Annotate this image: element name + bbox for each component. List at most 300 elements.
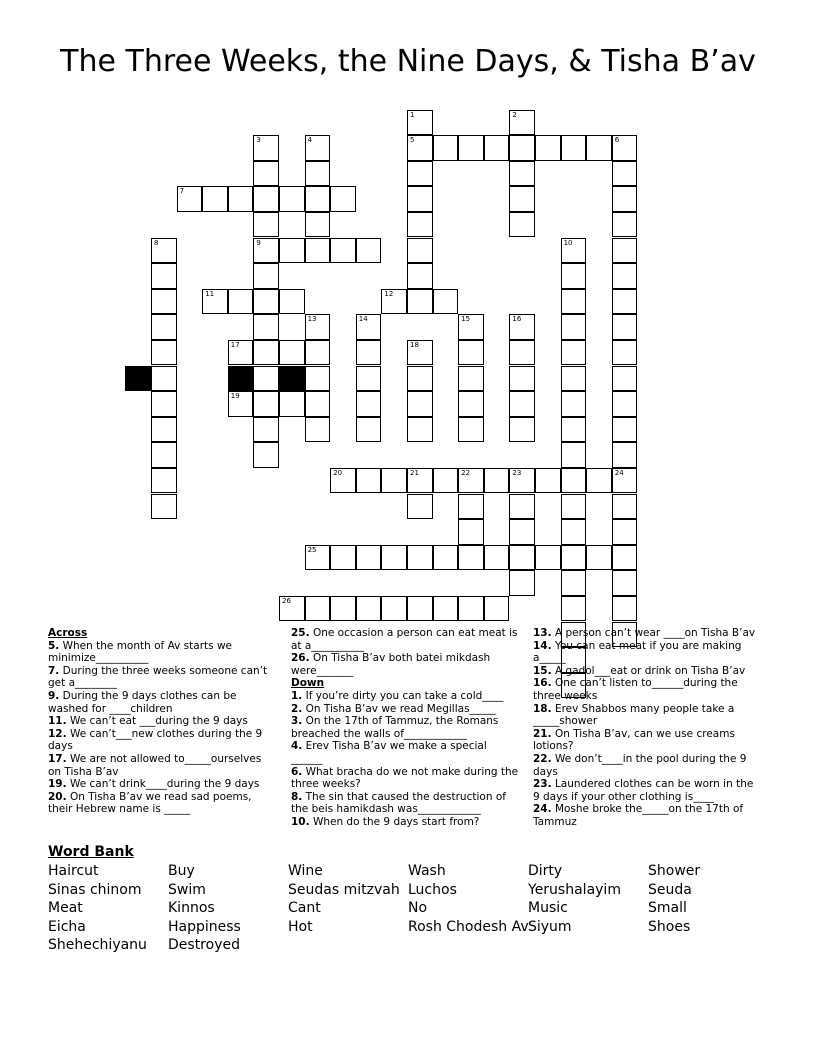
word-bank-column [648, 862, 700, 936]
clue-text: A person can’t wear ____on Tisha B’av [551, 627, 756, 639]
grid-cell[interactable] [305, 417, 331, 443]
grid-cell[interactable] [433, 468, 459, 494]
page-title: The Three Weeks, the Nine Days, & Tisha B’av [60, 44, 756, 79]
clue-number: 1 [410, 110, 415, 119]
grid-cell[interactable] [458, 314, 484, 340]
grid-cell[interactable] [356, 417, 382, 443]
clue-number: 15. [533, 664, 552, 677]
grid-cell[interactable] [458, 366, 484, 392]
grid-cell[interactable] [458, 391, 484, 417]
word-bank-word: Dirty [528, 863, 563, 879]
grid-cell[interactable] [561, 391, 587, 417]
word-bank-word: Shoes [648, 918, 691, 935]
grid-cell[interactable] [279, 289, 305, 315]
grid-cell[interactable] [151, 366, 177, 392]
clue-number: 10 [563, 238, 573, 247]
grid-cell[interactable] [253, 366, 279, 392]
clue [48, 640, 270, 665]
word-bank-word: Hot [288, 918, 313, 935]
grid-cell[interactable] [407, 366, 433, 392]
grid-cell[interactable] [151, 494, 177, 520]
grid-cell[interactable] [407, 212, 433, 238]
grid-cell[interactable] [305, 340, 331, 366]
grid-cell[interactable] [433, 545, 459, 571]
grid-cell[interactable] [509, 212, 535, 238]
clue-text: You can eat meat if you are making a_____ [533, 639, 742, 665]
clue [291, 715, 519, 740]
grid-cell[interactable] [202, 186, 228, 212]
grid-cell[interactable] [330, 238, 356, 264]
grid-cell[interactable] [330, 545, 356, 571]
word-bank-word: Haircut [48, 863, 99, 879]
clue-number: 23 [512, 468, 522, 477]
grid-cell[interactable] [612, 314, 638, 340]
clue [291, 816, 519, 829]
clue [533, 778, 763, 803]
grid-cell[interactable] [279, 340, 305, 366]
grid-cell[interactable] [151, 263, 177, 289]
word-bank-column [48, 862, 147, 955]
grid-cell[interactable] [253, 417, 279, 443]
clue-text: When the month of Av starts we minimize__________ [48, 639, 232, 665]
grid-cell[interactable] [253, 442, 279, 468]
grid-cell[interactable] [407, 161, 433, 187]
grid-cell[interactable] [509, 570, 535, 596]
grid-cell[interactable] [253, 391, 279, 417]
grid-cell[interactable] [330, 468, 356, 494]
clue [533, 677, 763, 702]
grid-cell[interactable] [612, 186, 638, 212]
grid-cell[interactable] [407, 596, 433, 622]
clue-number: 20. [48, 790, 67, 803]
clue-number: 11 [205, 289, 215, 298]
grid-cell[interactable] [458, 519, 484, 545]
word-bank-column [528, 862, 621, 936]
grid-cell[interactable] [407, 545, 433, 571]
grid-cell[interactable] [561, 340, 587, 366]
grid-cell[interactable] [228, 340, 254, 366]
clue-number: 17. [48, 752, 67, 765]
grid-cell[interactable] [612, 519, 638, 545]
clue-number: 9. [48, 689, 60, 702]
grid-cell[interactable] [586, 545, 612, 571]
grid-cell[interactable] [509, 417, 535, 443]
grid-cell[interactable] [305, 545, 331, 571]
clue [48, 690, 270, 715]
word-bank-word: Shehechiyanu [48, 937, 147, 954]
clue-text: A gadol___eat or drink on Tisha B’av [551, 664, 746, 677]
grid-cell[interactable] [509, 545, 535, 571]
grid-cell[interactable] [561, 570, 587, 596]
clue-number: 12 [384, 289, 394, 298]
grid-cell[interactable] [151, 289, 177, 315]
grid-cell[interactable] [279, 238, 305, 264]
clue-number: 24. [533, 803, 552, 816]
grid-cell[interactable] [407, 340, 433, 366]
grid-cell[interactable] [228, 289, 254, 315]
grid-cell[interactable] [407, 391, 433, 417]
grid-cell[interactable] [253, 135, 279, 161]
clue-number: 16 [512, 315, 522, 324]
clue-number: 25. [291, 627, 310, 639]
grid-cell[interactable] [381, 596, 407, 622]
word-bank-word: Yerushalayim [528, 881, 621, 898]
black-cell [125, 366, 151, 392]
clue-number: 7. [48, 664, 60, 677]
clue [291, 703, 519, 716]
clue-number: 21. [533, 727, 552, 740]
grid-cell[interactable] [151, 340, 177, 366]
clue-number: 21 [410, 468, 419, 477]
grid-cell[interactable] [612, 494, 638, 520]
clue [533, 703, 763, 728]
grid-cell[interactable] [612, 417, 638, 443]
word-bank-word: Swim [168, 881, 206, 898]
grid-cell[interactable] [612, 212, 638, 238]
grid-cell[interactable] [253, 161, 279, 187]
clue-number: 10. [291, 815, 310, 828]
clues-column-3 [533, 627, 763, 829]
clue-text: Laundered clothes can be worn in the 9 days if your other clothing is____ [533, 778, 754, 803]
clues-column-1 [48, 627, 270, 816]
grid-cell[interactable] [407, 263, 433, 289]
word-bank-word: Cant [288, 900, 321, 917]
grid-cell[interactable] [381, 289, 407, 315]
word-bank-column [288, 862, 400, 936]
grid-cell[interactable] [586, 468, 612, 494]
clue-text: On Tisha B’av, can we use creams lotions? [533, 727, 735, 753]
grid-cell[interactable] [433, 289, 459, 315]
grid-cell[interactable] [561, 314, 587, 340]
grid-cell[interactable] [612, 340, 638, 366]
grid-cell[interactable] [561, 238, 587, 264]
grid-cell[interactable] [305, 391, 331, 417]
grid-cell[interactable] [305, 366, 331, 392]
grid-cell[interactable] [253, 263, 279, 289]
clue-text: Erev Tisha B’av we make a special ______ [291, 740, 487, 765]
grid-cell[interactable] [253, 212, 279, 238]
clue-text: The sin that caused the destruction of the beis hamikdash was____________ [291, 790, 506, 816]
clue [291, 740, 519, 765]
grid-cell[interactable] [612, 161, 638, 187]
word-bank-word: Wine [288, 863, 323, 879]
clue-number: 20 [333, 468, 343, 477]
grid-cell[interactable] [458, 545, 484, 571]
grid-cell[interactable] [535, 468, 561, 494]
word-bank-word: Siyum [528, 918, 572, 935]
clue-text: During the three weeks someone can’t get a________ [48, 664, 268, 690]
word-bank-word: Rosh Chodesh Av [408, 918, 529, 935]
word-bank-word: Meat [48, 900, 83, 917]
clue-number: 9 [256, 238, 261, 247]
word-bank-column [408, 862, 529, 936]
clues-column-2 [291, 627, 519, 829]
grid-cell[interactable] [279, 186, 305, 212]
black-cell [279, 366, 305, 392]
clue-text: We can’t eat ___during the 9 days [66, 715, 248, 728]
grid-cell[interactable] [561, 596, 587, 622]
clue [291, 690, 519, 703]
word-bank-word: Music [528, 900, 568, 917]
grid-cell[interactable] [330, 596, 356, 622]
grid-cell[interactable] [561, 289, 587, 315]
grid-cell[interactable] [586, 135, 612, 161]
word-bank-word: No [408, 900, 428, 917]
down-heading: Down [291, 677, 325, 690]
clue-number: 25 [307, 545, 317, 554]
clue-number: 5. [48, 639, 60, 652]
grid-cell[interactable] [228, 391, 254, 417]
clue [48, 665, 270, 690]
clue-text: If you’re dirty you can take a cold____ [302, 689, 504, 702]
clue [291, 791, 519, 816]
clue-text: Erev Shabbos many people take a _____shower [533, 702, 735, 728]
clue-text: On Tisha B’av both batei mikdash were_______ [291, 652, 491, 677]
word-bank-word: Eicha [48, 918, 86, 935]
grid-cell[interactable] [305, 212, 331, 238]
clue-number: 3. [291, 715, 303, 728]
grid-cell[interactable] [151, 442, 177, 468]
grid-cell[interactable] [612, 391, 638, 417]
grid-cell[interactable] [202, 289, 228, 315]
clue-text: We are not allowed to_____ourselves on Tisha B’av [48, 752, 262, 778]
clue-text: What bracha do we not make during the three weeks? [291, 765, 519, 791]
grid-cell[interactable] [151, 238, 177, 264]
grid-cell[interactable] [561, 417, 587, 443]
grid-cell[interactable] [151, 391, 177, 417]
clue-text: We don’t____in the pool during the 9 days [533, 752, 747, 778]
grid-cell[interactable] [407, 110, 433, 136]
grid-cell[interactable] [561, 545, 587, 571]
grid-cell[interactable] [356, 340, 382, 366]
clue-number: 1. [291, 689, 303, 702]
clue-number: 2. [291, 702, 303, 715]
grid-cell[interactable] [509, 186, 535, 212]
grid-cell[interactable] [253, 314, 279, 340]
word-bank-word: Shower [648, 863, 701, 879]
clue-number: 26 [282, 596, 291, 605]
black-cell [228, 366, 254, 392]
grid-cell[interactable] [484, 135, 510, 161]
across-heading: Across [48, 627, 88, 639]
clue [291, 652, 519, 677]
clue [533, 640, 763, 665]
clue-number: 8. [291, 790, 303, 803]
grid-cell[interactable] [177, 186, 203, 212]
grid-cell[interactable] [612, 263, 638, 289]
grid-cell[interactable] [612, 238, 638, 264]
grid-cell[interactable] [561, 494, 587, 520]
word-bank-word: Kinnos [168, 900, 215, 917]
clue-number: 6. [291, 765, 303, 778]
grid-cell[interactable] [279, 596, 305, 622]
grid-cell[interactable] [484, 596, 510, 622]
grid-cell[interactable] [612, 468, 638, 494]
clue-text: When do the 9 days start from? [309, 815, 480, 828]
grid-cell[interactable] [561, 366, 587, 392]
clue-number: 24 [614, 468, 624, 477]
clue [533, 665, 763, 678]
grid-cell[interactable] [407, 494, 433, 520]
grid-cell[interactable] [458, 468, 484, 494]
clue [533, 803, 763, 828]
clue [291, 766, 519, 791]
word-bank-word: Luchos [408, 881, 457, 898]
grid-cell[interactable] [509, 494, 535, 520]
clue-number: 7 [179, 187, 185, 196]
grid-cell[interactable] [381, 545, 407, 571]
grid-cell[interactable] [305, 596, 331, 622]
grid-cell[interactable] [612, 289, 638, 315]
grid-cell[interactable] [612, 570, 638, 596]
grid-cell[interactable] [407, 238, 433, 264]
clue [48, 778, 270, 791]
clue-number: 22 [461, 468, 471, 477]
clue-number: 4 [307, 136, 313, 145]
clue [48, 728, 270, 753]
grid-cell[interactable] [458, 135, 484, 161]
clue-number: 13 [307, 315, 317, 324]
grid-cell[interactable] [612, 545, 638, 571]
grid-cell[interactable] [458, 596, 484, 622]
grid-cell[interactable] [509, 468, 535, 494]
clue-text: We can’t___new clothes during the 9 days [48, 727, 263, 753]
clue-number: 5 [410, 136, 415, 145]
grid-cell[interactable] [612, 442, 638, 468]
grid-cell[interactable] [612, 366, 638, 392]
word-bank-column [168, 862, 241, 955]
grid-cell[interactable] [509, 135, 535, 161]
grid-cell[interactable] [356, 391, 382, 417]
grid-cell[interactable] [356, 596, 382, 622]
clue [533, 753, 763, 778]
grid-cell[interactable] [407, 289, 433, 315]
grid-cell[interactable] [253, 289, 279, 315]
grid-cell[interactable] [509, 366, 535, 392]
grid-cell[interactable] [509, 391, 535, 417]
clue-number: 17 [230, 340, 240, 349]
grid-cell[interactable] [561, 442, 587, 468]
clue-text: One can’t listen to______during the three weeks [533, 677, 738, 702]
clue-text: We can’t drink____during the 9 days [66, 778, 260, 791]
clue [291, 627, 519, 652]
clue-text: During the 9 days clothes can be washed for ____children [48, 689, 237, 715]
clue-text: One occasion a person can eat meat is at a__________ [291, 627, 518, 652]
grid-cell[interactable] [330, 186, 356, 212]
grid-cell[interactable] [561, 519, 587, 545]
clue-number: 22. [533, 752, 552, 765]
clue-number: 13. [533, 627, 552, 639]
grid-cell[interactable] [151, 417, 177, 443]
clue [533, 728, 763, 753]
clue-number: 18. [533, 702, 552, 715]
grid-cell[interactable] [356, 238, 382, 264]
grid-cell[interactable] [407, 186, 433, 212]
clue-number: 15 [461, 315, 471, 324]
word-bank-word: Seudas mitzvah [288, 881, 400, 898]
clue-number: 19 [230, 392, 240, 401]
grid-cell[interactable] [561, 468, 587, 494]
grid-cell[interactable] [356, 366, 382, 392]
clue-number: 19. [48, 778, 67, 791]
word-bank-word: Sinas chinom [48, 881, 142, 898]
grid-cell[interactable] [305, 314, 331, 340]
clue-number: 18 [410, 340, 419, 349]
word-bank-word: Buy [168, 863, 195, 879]
grid-cell[interactable] [433, 135, 459, 161]
grid-cell[interactable] [535, 545, 561, 571]
grid-cell[interactable] [433, 596, 459, 622]
grid-cell[interactable] [407, 468, 433, 494]
grid-cell[interactable] [356, 314, 382, 340]
clue [48, 753, 270, 778]
clue-text: On the 17th of Tammuz, the Romans breached the walls of____________ [291, 715, 499, 740]
grid-cell[interactable] [458, 340, 484, 366]
grid-cell[interactable] [509, 314, 535, 340]
grid-cell[interactable] [612, 135, 638, 161]
grid-cell[interactable] [151, 468, 177, 494]
grid-cell[interactable] [305, 186, 331, 212]
grid-cell[interactable] [458, 494, 484, 520]
clue [533, 627, 763, 640]
grid-cell[interactable] [356, 545, 382, 571]
grid-cell[interactable] [253, 340, 279, 366]
grid-cell[interactable] [484, 468, 510, 494]
grid-cell[interactable] [509, 519, 535, 545]
word-bank-word: Seuda [648, 881, 692, 898]
word-bank-title: Word Bank [48, 844, 134, 860]
grid-cell[interactable] [509, 161, 535, 187]
clue-number: 26. [291, 652, 310, 665]
grid-cell[interactable] [228, 186, 254, 212]
grid-cell[interactable] [151, 314, 177, 340]
grid-cell[interactable] [253, 238, 279, 264]
clue-number: 14. [533, 639, 552, 652]
clue-text: On Tisha B’av we read Megillas_____ [302, 702, 496, 715]
clue-number: 16. [533, 677, 552, 690]
clue-number: 2 [512, 110, 517, 119]
grid-cell[interactable] [561, 263, 587, 289]
clue-number: 3 [256, 136, 261, 145]
grid-cell[interactable] [407, 417, 433, 443]
grid-cell[interactable] [381, 468, 407, 494]
grid-cell[interactable] [279, 391, 305, 417]
clue [48, 715, 270, 728]
clue-number: 23. [533, 778, 552, 791]
grid-cell[interactable] [458, 417, 484, 443]
clue-number: 14 [358, 315, 368, 324]
grid-cell[interactable] [305, 161, 331, 187]
grid-cell[interactable] [535, 135, 561, 161]
clue [48, 791, 270, 816]
grid-cell[interactable] [305, 135, 331, 161]
grid-cell[interactable] [305, 238, 331, 264]
clue-number: 6 [614, 136, 620, 145]
grid-cell[interactable] [509, 340, 535, 366]
clue-text: On Tisha B’av we read sad poems, their Hebrew name is _____ [48, 790, 252, 816]
grid-cell[interactable] [612, 596, 638, 622]
grid-cell[interactable] [484, 545, 510, 571]
clue-number: 8 [154, 238, 159, 247]
word-bank-word: Happiness [168, 918, 241, 935]
clue-number: 4. [291, 740, 303, 753]
grid-cell[interactable] [407, 135, 433, 161]
clue-number: 11. [48, 715, 67, 728]
grid-cell[interactable] [561, 135, 587, 161]
grid-cell[interactable] [509, 110, 535, 136]
grid-cell[interactable] [253, 186, 279, 212]
grid-cell[interactable] [356, 468, 382, 494]
